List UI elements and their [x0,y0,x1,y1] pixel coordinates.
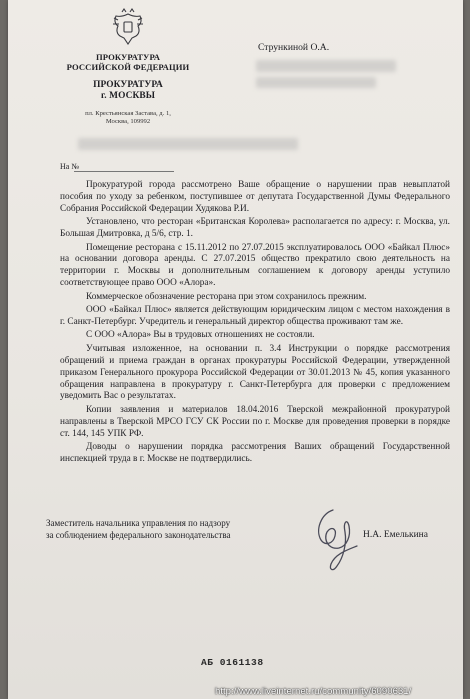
redacted-address-line2 [256,77,376,88]
redacted-address-line1 [256,60,396,72]
watermark-url: http://www.liveinternet.ru/community/6090631/ [215,686,412,697]
paragraph: ООО «Байкал Плюс» является действующим юридическим лицом с местом нахождения в г. Санкт-Петербург. Учредитель и генеральный директор общества проживают там же. [60,305,450,327]
address-line1: пл. Крестьянская Застава, д. 1, [85,110,171,117]
paragraph: Помещение ресторана с 15.11.2012 по 27.07.2015 эксплуатировалось ООО «Байкал Плюс» на основании договора аренды. С 27.07.2015 общество прекратило свою деятельность на территории г. Москвы и дополнительным соглашением к договору аренды уступило соответствующее право ООО «Алора». [60,242,450,289]
reference-line [74,171,174,172]
paragraph: Доводы о нарушении порядка рассмотрения Ваших обращений Государственной инспекцией труда в г. Москве не подтвердились. [60,442,450,464]
signatory-title-line1: Заместитель начальника управления по надзору [46,518,231,528]
handwritten-signature [303,500,373,580]
org-name-line2: РОССИЙСКОЙ ФЕДЕРАЦИИ [66,62,190,72]
letter-body [60,180,450,467]
signatory-title-line2: за соблюдением федерального законодательства [46,529,231,540]
signatory-title [46,518,286,541]
signatory-name: Н.А. Емелькина [363,530,428,540]
paragraph: С ООО «Алора» Вы в трудовых отношениях не состояли. [86,330,315,341]
sub-org-line2: г. МОСКВЫ [100,91,156,101]
paragraph: Учитывая изложенное, на основании п. 3.4 Инструкции о порядке рассмотрения обращений и приема граждан в органах прокуратуры Российской Федерации, утвержденной приказом Генерального прокурора Российской Федерации от 30.01.2013 № 45, копия указанного обращения направлена в прокуратуру г. Санкт-Петербурга для проверки с предложением уведомить Вас о результатах. [60,343,450,402]
org-name-line1: ПРОКУРАТУРА [95,52,161,62]
sub-org-line1: ПРОКУРАТУРА [93,80,163,90]
reference-label: На № [60,162,79,171]
coat-of-arms-emblem-icon [110,8,146,48]
paragraph: Копии заявления и материалов 18.04.2016 Тверской межрайонной прокуратурой направлены в Тверской МРСО ГСУ СК России по г. Москве для проведения проверки в порядке ст. 144, 145 УПК РФ. [60,404,450,439]
paragraph: Прокуратурой города рассмотрено Ваше обращение о нарушении прав невыплатой пособия по уходу за ребенком, поступившее от депутата Государственной Думы Федерального Собрания Российской Федерации Худякова Р.И. [60,180,450,214]
paragraph: Установлено, что ресторан «Британская Королева» располагается по адресу: г. Москва, ул. Большая Дмитровка, д 5/6, стр. 1. [60,217,450,240]
letter-sheet [8,0,463,699]
redacted-date-number [78,138,298,150]
paragraph: Коммерческое обозначение ресторана при этом сохранилось прежним. [86,291,367,302]
form-serial-number: АБ 0161138 [201,657,264,668]
recipient-name: Стрункиной О.А. [258,42,330,53]
address-line2: Москва, 109992 [105,118,151,125]
